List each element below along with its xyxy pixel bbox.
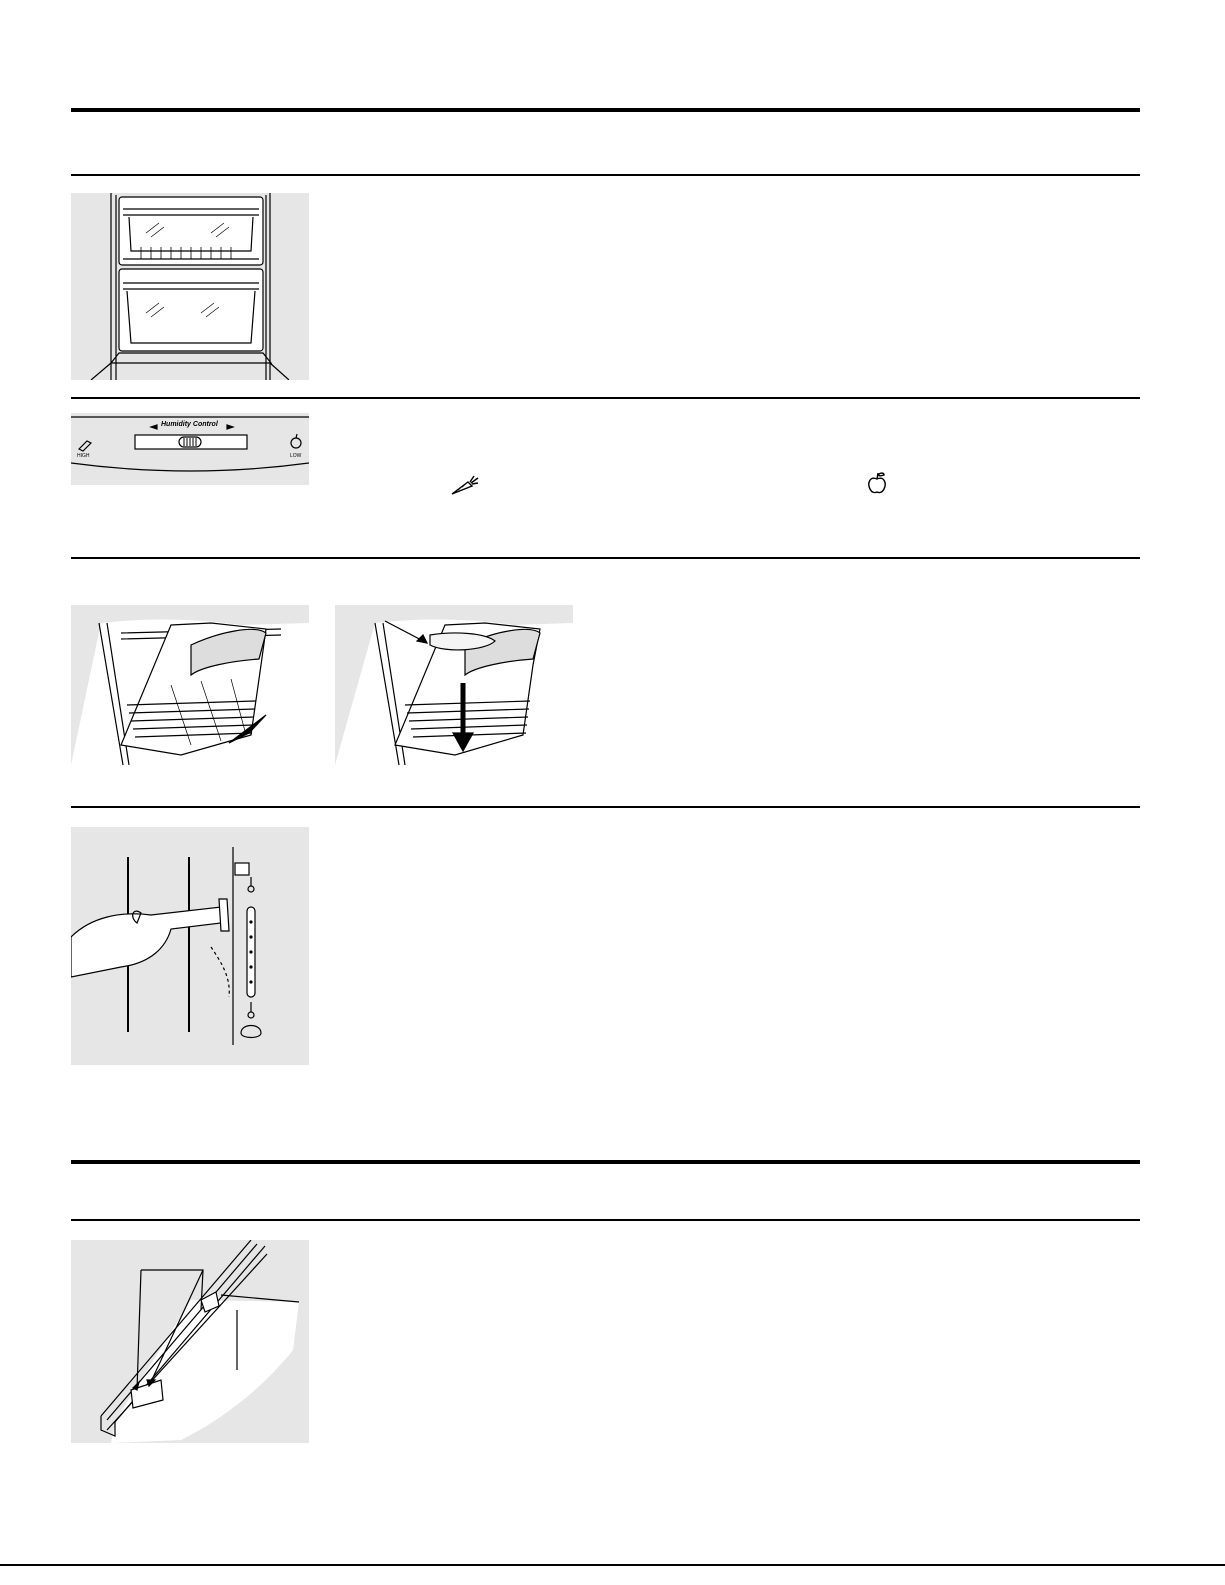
carrot-icon bbox=[450, 474, 480, 496]
page-bottom-rule bbox=[0, 1564, 1225, 1566]
crisper-drawers-illustration bbox=[71, 193, 309, 380]
humidity-control-title: Humidity Control bbox=[161, 421, 218, 428]
humidity-high-label: HIGH bbox=[77, 453, 90, 459]
divider-3 bbox=[71, 557, 1140, 559]
humidity-low-label: LOW bbox=[290, 453, 302, 459]
humidity-control-illustration bbox=[71, 413, 309, 485]
drawer-removal-illustration-1 bbox=[71, 605, 309, 783]
shelf-rail-illustration bbox=[71, 1240, 309, 1443]
drawer-removal-illustration-2 bbox=[335, 605, 573, 783]
temperature-control-illustration bbox=[71, 827, 309, 1065]
divider-1 bbox=[71, 174, 1140, 176]
apple-icon bbox=[866, 471, 888, 495]
divider-5 bbox=[71, 1219, 1140, 1221]
section-rule-top bbox=[71, 108, 1140, 112]
divider-4 bbox=[71, 806, 1140, 808]
divider-2 bbox=[71, 397, 1140, 399]
section-rule-middle bbox=[71, 1160, 1140, 1164]
